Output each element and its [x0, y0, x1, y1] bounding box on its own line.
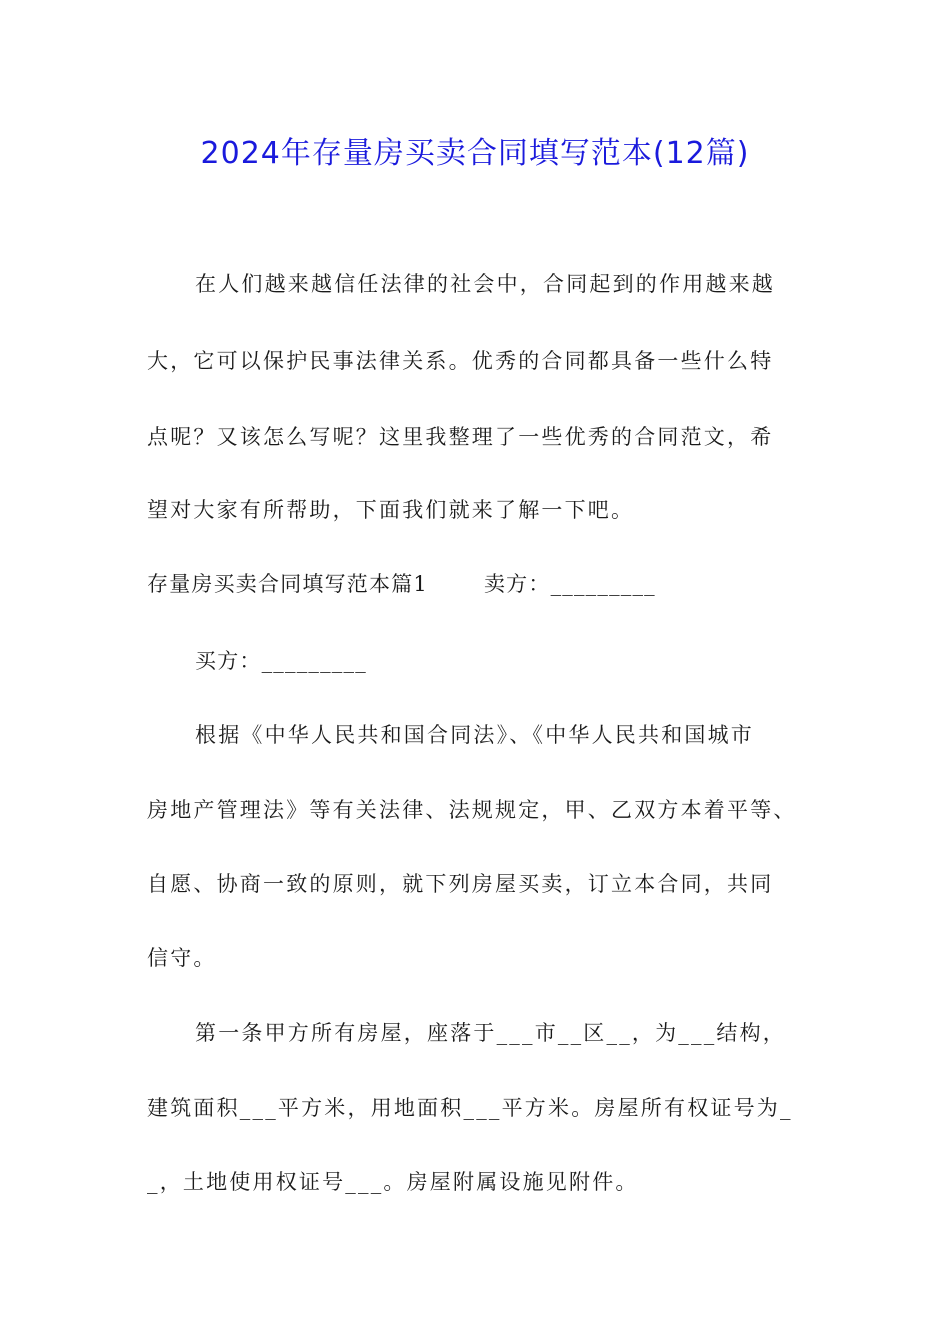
intro-line-3: 点呢？又该怎么写呢？这里我整理了一些优秀的合同范文，希: [147, 425, 774, 449]
intro-line-1: 在人们越来越信任法律的社会中，合同起到的作用越来越: [195, 272, 775, 296]
seller-label: 卖方：_________: [483, 572, 656, 596]
intro-line-2: 大，它可以保护民事法律关系。优秀的合同都具备一些什么特: [147, 349, 774, 373]
basis-line-2: 房地产管理法》等有关法律、法规规定，甲、乙双方本着平等、: [147, 798, 797, 822]
section-heading: 存量房买卖合同填写范本篇1: [147, 572, 428, 596]
basis-line-4: 信守。: [147, 946, 217, 970]
article1-line-3: _，土地使用权证号___。房屋附属设施见附件。: [147, 1170, 639, 1194]
basis-line-1: 根据《中华人民共和国合同法》、《中华人民共和国城市: [195, 723, 754, 747]
intro-line-4: 望对大家有所帮助，下面我们就来了解一下吧。: [147, 498, 635, 522]
article1-line-1: 第一条甲方所有房屋，座落于___市__区__，为___结构，: [195, 1021, 786, 1045]
basis-line-3: 自愿、协商一致的原则，就下列房屋买卖，订立本合同，共同: [147, 872, 774, 896]
document-title: 2024年存量房买卖合同填写范本(12篇): [200, 136, 750, 171]
article1-line-2: 建筑面积___平方米，用地面积___平方米。房屋所有权证号为_: [147, 1096, 793, 1120]
section-heading-row: [147, 568, 656, 600]
buyer-label: 买方：_________: [195, 649, 367, 673]
